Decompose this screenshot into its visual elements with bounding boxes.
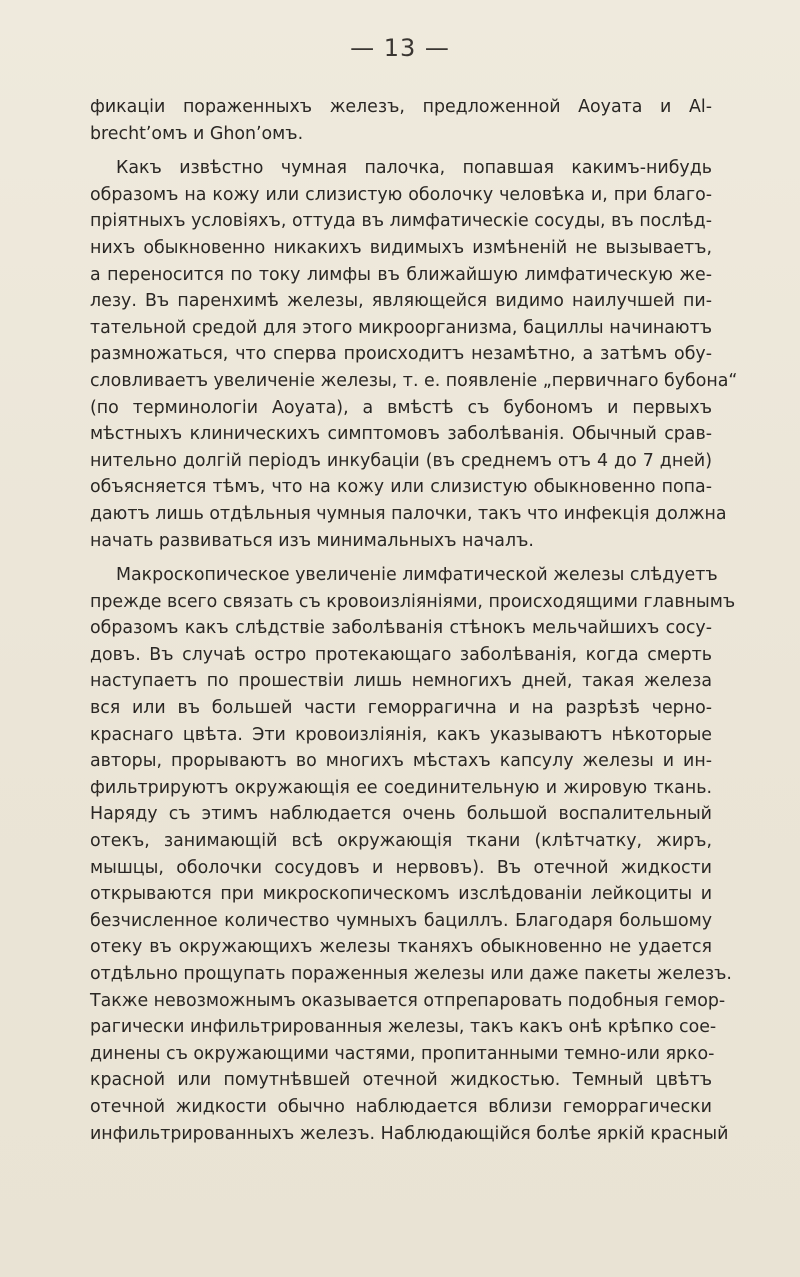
text-line: (по терминологіи Аоуата), а вмѣстѣ съ бубономъ и первыхъ [90,397,712,418]
text-line: безчисленное количество чумныхъ бациллъ. Благодаря большому [90,910,712,931]
text-line: отекъ, занимающій всѣ окружающія ткани (клѣтчатку, жиръ, [90,831,712,852]
text-line: динены съ окружающими частями, пропитанными темно-или ярко- [90,1043,715,1064]
text-line: образомъ на кожу или слизистую оболочку человѣка и, при благо- [90,184,712,205]
text-line: нихъ обыкновенно никакихъ видимыхъ измѣненій не вызываетъ, [90,237,712,258]
text-line: инфильтрированныхъ железъ. Наблюдающійся болѣе яркій красный [90,1123,729,1144]
text-line: Также невозможнымъ оказывается отпрепаровать подобныя гемор- [90,990,726,1011]
text-line: Какъ извѣстно чумная палочка, попавшая какимъ-нибудь [116,158,712,179]
text-line: образомъ какъ слѣдствіе заболѣванія стѣнокъ мельчайшихъ сосу- [90,618,712,639]
text-line: фильтрируютъ окружающія ее соединительную и жировую ткань. [90,777,712,798]
text-line: красной или помутнѣвшей отечной жидкостью. Темный цвѣтъ [90,1070,712,1091]
text-line: отдѣльно прощупать пораженныя железы или даже пакеты железъ. [90,964,732,984]
text-line: начать развиваться изъ минимальныхъ началъ. [90,530,534,551]
text-line: Макроскопическое увеличеніе лимфатической железы слѣдуетъ [116,565,718,586]
text-line: Наряду съ этимъ наблюдается очень большой воспалительный [90,804,712,825]
text-line: лезу. Въ паренхимѣ железы, являющейся видимо наилучшей пи- [90,291,712,312]
text-line: прежде всего связать съ кровоизліяніями, происходящими главнымъ [90,591,736,612]
paragraph-3 [90,562,736,1147]
text-line: открываются при микроскопическомъ изслѣдованіи лейкоциты и [90,884,712,905]
text-line: отечной жидкости обычно наблюдается вблизи геморрагически [90,1096,712,1117]
text-line: тательной средой для этого микроорганизма, бациллы начинаютъ [90,317,712,338]
text-line: рагически инфильтрированныя железы, такъ какъ онѣ крѣпко сое- [90,1017,717,1038]
text-line: мышцы, оболочки сосудовъ и нервовъ). Въ отечной жидкости [90,857,712,878]
text-line: наступаетъ по прошествіи лишь немногихъ дней, такая железа [90,671,712,692]
text-line: словливаетъ увеличеніе железы, т. е. появленіе „первичнаго бубона“ [90,370,738,391]
paragraph-2 [90,155,738,554]
text-line: мѣстныхъ клиническихъ симптомовъ заболѣванія. Обычный срав- [90,424,712,445]
text-line: а переносится по току лимфы въ ближайшую лимфатическую же- [90,264,712,285]
text-line: даютъ лишь отдѣльныя чумныя палочки, такъ что инфекція должна [90,503,727,524]
text-line: довъ. Въ случаѣ остро протекающаго заболѣванія, когда смерть [90,644,712,665]
text-line: вся или въ большей части геморрагична и на разрѣзѣ черно- [90,698,712,719]
text-line: авторы, прорываютъ во многихъ мѣстахъ капсулу железы и ин- [90,751,712,772]
text-line: brechtʼомъ и Ghonʼомъ. [90,123,304,144]
text-line: фикаціи пораженныхъ железъ, предложенной Аоуата и Аl- [90,97,712,117]
paragraph-1 [90,94,712,147]
text-line: объясняется тѣмъ, что на кожу или слизистую обыкновенно попа- [90,477,712,498]
text-line: размножаться, что сперва происходитъ незамѣтно, а затѣмъ обу- [90,344,712,365]
page-number: — 13 — [350,34,450,62]
text-line: нительно долгій періодъ инкубаціи (въ среднемъ отъ 4 до 7 дней) [90,450,712,471]
text-line: отеку въ окружающихъ железы тканяхъ обыкновенно не удается [90,937,712,958]
body-text [90,94,738,1147]
text-line: краснаго цвѣта. Эти кровоизліянія, какъ указываютъ нѣкоторые [90,724,712,745]
text-line: пріятныхъ условіяхъ, оттуда въ лимфатическіе сосуды, въ послѣд- [90,211,712,232]
